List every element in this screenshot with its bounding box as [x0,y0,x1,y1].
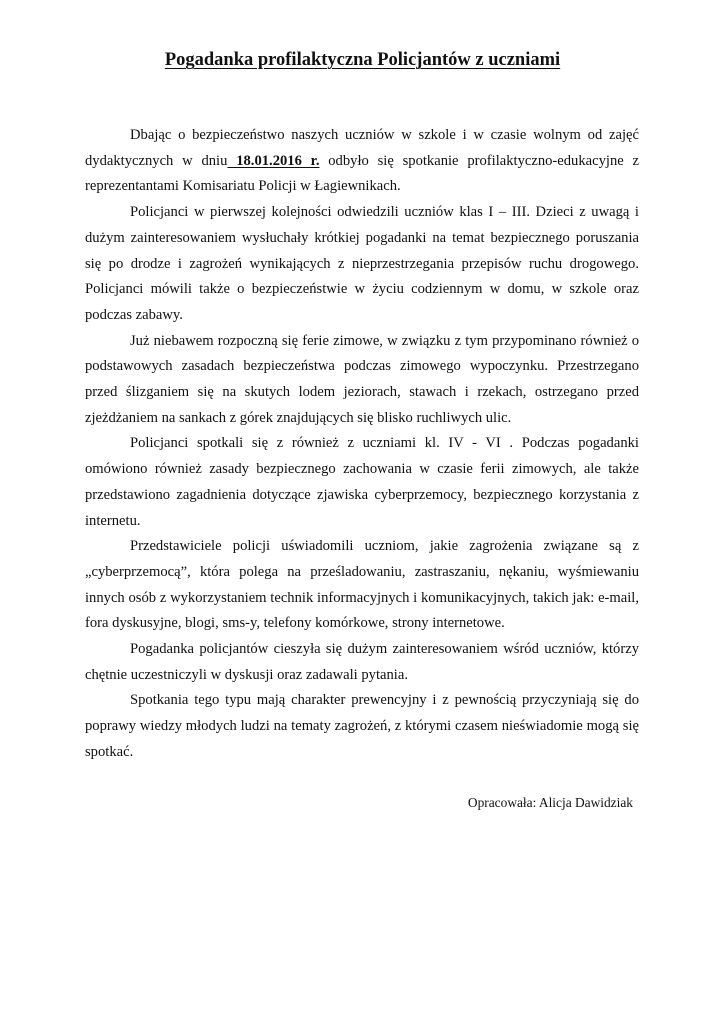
paragraph-7: Spotkania tego typu mają charakter prewencyjny i z pewnością przyczyniają się do poprawy wiedzy młodych ludzi na tematy zagrożeń, z którymi czasem nieświadomie mogą się spotkać. [85,692,639,760]
document-body [85,123,639,766]
signature: Opracowała: Alicja Dawidziak [467,795,633,810]
meeting-date: 18.01.2016 r. [227,152,320,169]
paragraph-4: Policjanci spotkali się z również z uczniami kl. IV - VI . Podczas pogadanki omówiono również zasady bezpiecznego zachowania w czasie ferii zimowych, ale także przedstawiono zagadnienia dotyczące zjawiska cyberprzemocy, bezpiecznego korzystania z internetu. [85,435,639,529]
paragraph-1-rest: odbyło się spotkanie profilaktyczno-edukacyjne z reprezentantami Komisariatu Policji w Łagiewnikach. [85,152,639,195]
document-title: Pogadanka profilaktyczna Policjantów z uczniami [164,50,561,70]
paragraph-6: Pogadanka policjantów cieszyła się dużym zainteresowaniem wśród uczniów, którzy chętnie uczestniczyli w dyskusji oraz zadawali pytania. [85,641,639,683]
paragraph-3: Już niebawem rozpoczną się ferie zimowe, w związku z tym przypominano również o podstawowych zasadach bezpieczeństwa podczas zimowego wypoczynku. Przestrzegano przed ślizganiem się na skutych lodem jeziorach, stawach i rzekach, ostrzegano przed zjeżdżaniem na sankach z górek znajdujących się blisko ruchliwych ulic. [85,332,639,426]
paragraph-1-intro: Dbając o bezpieczeństwo naszych uczniów w szkole i w czasie wolnym od zajęć dydaktycznych w dniu [85,127,639,169]
paragraph-1 [85,123,639,200]
paragraph-2: Policjanci w pierwszej kolejności odwiedzili uczniów klas I – III. Dzieci z uwagą i dużym zainteresowaniem wysłuchały krótkiej pogadanki na temat bezpiecznego poruszania się po drodze i zagrożeń wynikających z nieprzestrzegania przepisów ruchu drogowego. Policjanci mówili także o bezpieczeństwie w życiu codziennym w domu, w szkole oraz podczas zabawy. [85,204,639,323]
paragraph-5: Przedstawiciele policji uświadomili uczniom, jakie zagrożenia związane są z „cyberprzemocą”, która polega na prześladowaniu, zastraszaniu, nękaniu, wyśmiewaniu innych osób z wykorzystaniem technik informacyjnych i komunikacyjnych, takich jak: e-mail, fora dyskusyjne, blogi, sms-y, telefony komórkowe, strony internetowe. [85,538,639,632]
